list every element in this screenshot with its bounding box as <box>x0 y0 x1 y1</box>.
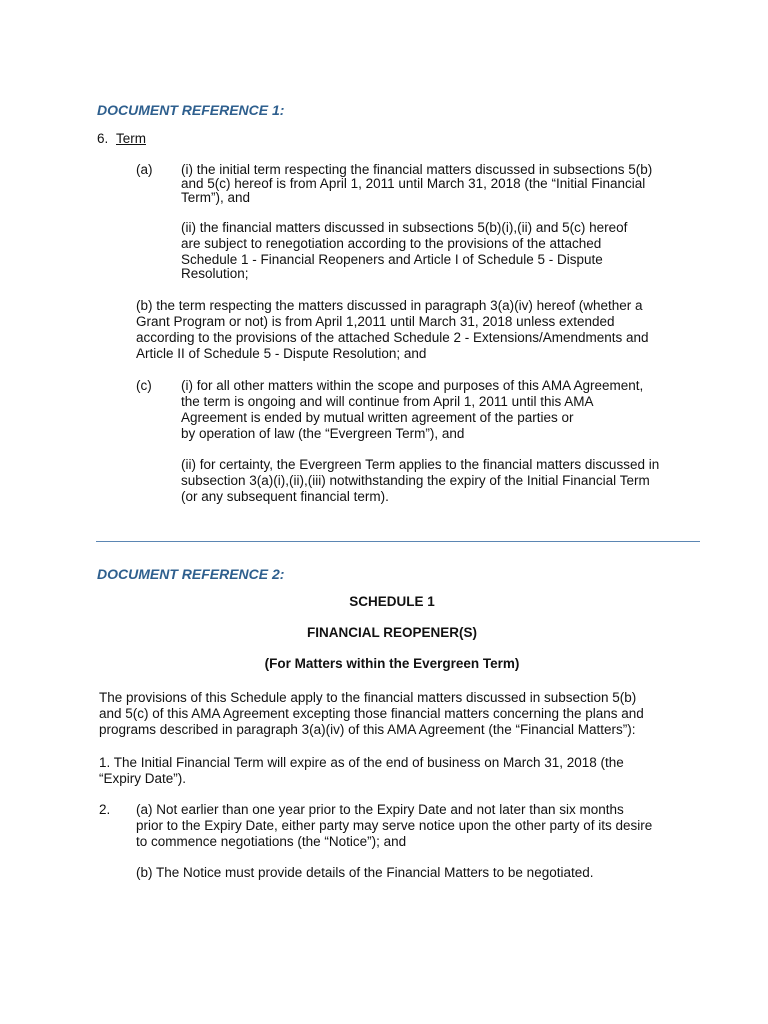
section-title: Term <box>116 131 146 146</box>
text-line: subsection 3(a)(i),(ii),(iii) notwithstanding the expiry of the Initial Financial Term <box>181 473 650 488</box>
text-line: Resolution; <box>181 266 249 281</box>
section-number: 6. <box>97 131 109 146</box>
text-line: Agreement is ended by mutual written agreement of the parties or <box>181 410 574 425</box>
text-line: are subject to renegotiation according to the provisions of the attached <box>181 236 602 251</box>
schedule-note: (For Matters within the Evergreen Term) <box>264 656 520 671</box>
clause-a-label: (a) <box>136 162 153 177</box>
schedule-item-2-number: 2. <box>99 802 111 817</box>
schedule-title: SCHEDULE 1 <box>349 594 435 609</box>
text-line: by operation of law (the “Evergreen Term”), and <box>181 426 465 441</box>
text-line: (b) the term respecting the matters discussed in paragraph 3(a)(iv) hereof (whether a <box>136 298 643 313</box>
text-line: “Expiry Date”). <box>99 771 187 786</box>
text-line: and 5(c) of this AMA Agreement excepting those financial matters concerning the plans and <box>99 706 644 721</box>
text-line: (i) for all other matters within the scope and purposes of this AMA Agreement, <box>181 378 644 393</box>
doc-ref-1-heading: DOCUMENT REFERENCE 1: <box>97 102 285 118</box>
text-line: (ii) for certainty, the Evergreen Term applies to the financial matters discussed in <box>181 457 660 472</box>
text-line: Article II of Schedule 5 - Dispute Resolution; and <box>136 346 427 361</box>
text-line: to commence negotiations (the “Notice”); and <box>136 834 407 849</box>
text-line: (a) Not earlier than one year prior to the Expiry Date and not later than six months <box>136 802 624 817</box>
text-line: Grant Program or not) is from April 1,2011 until March 31, 2018 unless extended <box>136 314 615 329</box>
clause-c-label: (c) <box>136 378 152 393</box>
schedule-subtitle: FINANCIAL REOPENER(S) <box>306 625 477 640</box>
text-line: Schedule 1 - Financial Reopeners and Article I of Schedule 5 - Dispute <box>181 252 603 267</box>
text-line: (ii) the financial matters discussed in subsections 5(b)(i),(ii) and 5(c) hereof <box>181 220 628 235</box>
section-divider <box>96 541 700 542</box>
text-line: the term is ongoing and will continue from April 1, 2011 until this AMA <box>181 394 594 409</box>
text-line: prior to the Expiry Date, either party may serve notice upon the other party of its desire <box>136 818 653 833</box>
text-line: according to the provisions of the attached Schedule 2 - Extensions/Amendments and <box>136 330 649 345</box>
text-line: and 5(c) hereof is from April 1, 2011 until March 31, 2018 (the “Initial Financial <box>181 176 646 191</box>
text-line: programs described in paragraph 3(a)(iv) of this AMA Agreement (the “Financial Matters”): <box>99 722 636 737</box>
doc-ref-2-heading: DOCUMENT REFERENCE 2: <box>97 566 285 582</box>
schedule-item-2b: (b) The Notice must provide details of the Financial Matters to be negotiated. <box>136 865 594 880</box>
text-line: (i) the initial term respecting the financial matters discussed in subsections 5(b) <box>181 162 653 177</box>
text-line: The provisions of this Schedule apply to the financial matters discussed in subsection 5(b) <box>99 690 637 705</box>
text-line: 1. The Initial Financial Term will expire as of the end of business on March 31, 2018 (the <box>99 755 624 770</box>
text-line: Term”), and <box>181 190 251 205</box>
text-line: (or any subsequent financial term). <box>181 489 389 504</box>
